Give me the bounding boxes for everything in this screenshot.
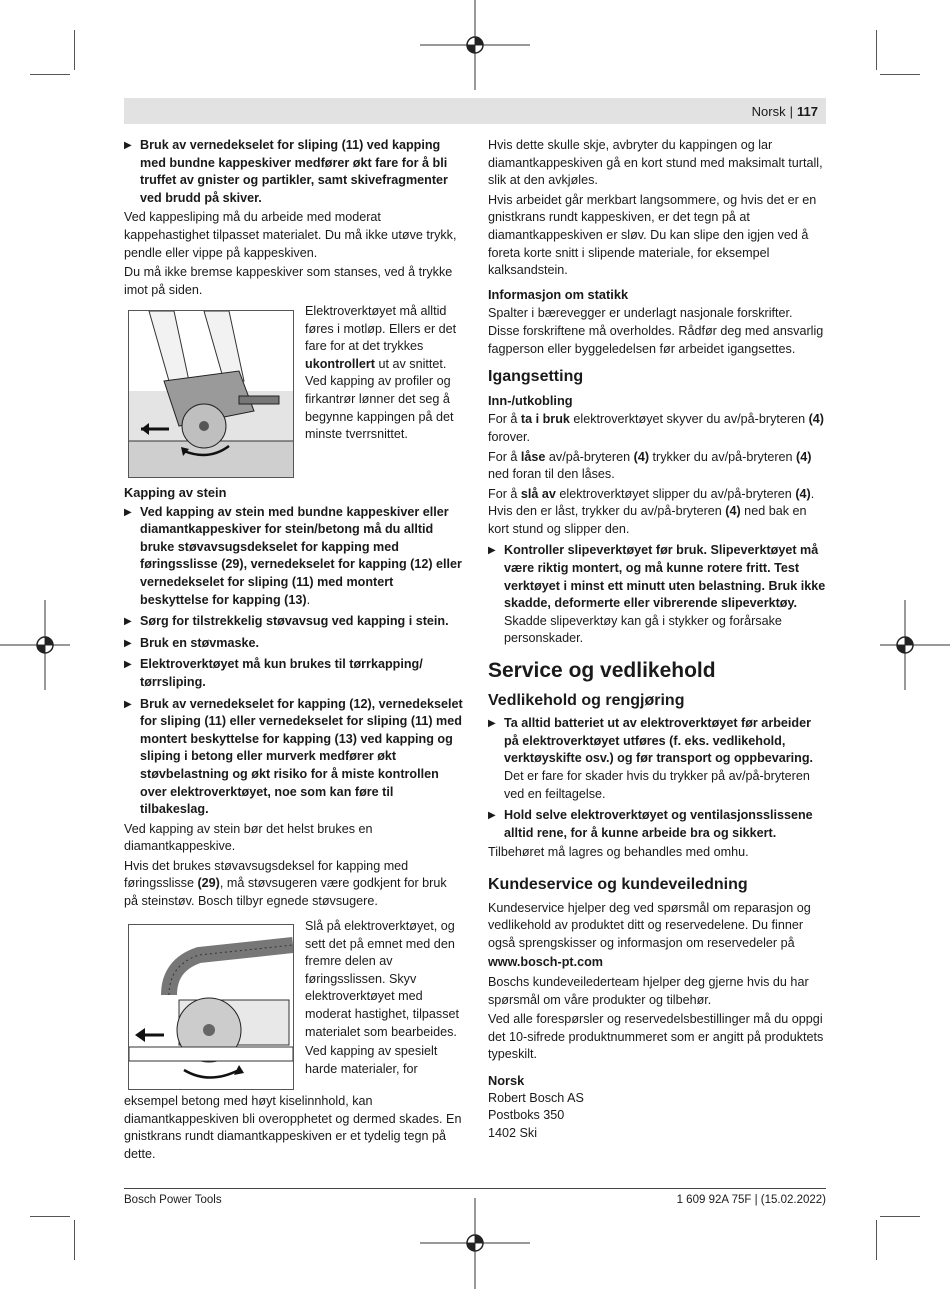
section-heading: Kapping av stein [124, 485, 227, 500]
bullet-text-normal: Skadde slipeverktøy kan gå i stykker og forårsake personskader. [504, 613, 782, 646]
chapter-heading: Service og vedlikehold [488, 659, 716, 683]
registration-target-icon [880, 600, 950, 690]
caption-part: ut av snittet. Ved kapping av profiler og firkantrør lønner det seg å begynne kappingen på det minste tverrsnittet. [305, 356, 454, 442]
figure2-caption [305, 918, 465, 1080]
bullet-icon: ▶ [488, 810, 496, 822]
paragraph: Ved alle forespørsler og reservedelsbestillinger må du oppgi det 10-sifrede produktnummeret som er angitt på produktets typeskilt. [488, 1012, 824, 1062]
bullet-text: Elektroverktøyet må kun brukes til tørrkapping/ tørrsliping. [140, 657, 423, 689]
paragraph: eksempel betong med høyt kiselinnhold, kan diamantkappeskiven bli overopphetet og dermed skades. En gnistkrans rundt diamantkappeskiven er et tydelig tegn på dette. [124, 1094, 462, 1161]
bullet-text: Ta alltid batteriet ut av elektroverktøyet før arbeider på elektroverktøyet utføres (f. eks. vedlikehold, verktøyskifte osv.) og før transport og oppbevaring. [504, 716, 814, 766]
registration-target-icon [420, 1198, 530, 1289]
text-bold: ta i bruk [520, 412, 570, 427]
check-tool-bullet [488, 542, 826, 648]
text-part: For å [488, 412, 521, 427]
paragraph: Spalter i bærevegger er underlagt nasjonale forskrifter. Disse forskriftene må overholdes. Rådfør deg med ansvarlig fagperson eller byggeledelsen før arbeidet igangsettes. [488, 306, 824, 356]
text-part: elektroverktøyet skyver du av/på-bryteren [569, 412, 809, 427]
warning-text: Bruk av vernedekselet for sliping (11) ved kapping med bundne kappeskiver medfører økt fare for å bli truffet av gnister og partikler, samt skivefragmenter ved brudd på skiver. [140, 138, 448, 205]
stone-bullet [124, 504, 464, 610]
section-heading: Informasjon om statikk [488, 286, 629, 302]
crop-mark [30, 74, 70, 75]
stone-bullet [124, 696, 464, 819]
bullet-text: Ved kapping av stein med bundne kappeskiver eller diamantkappeskiver for stein/betong må du alltid bruke støvavsugsdekselet for kapping med føringsslisse (29), vernedekselet for kapping (12) eller vernedekselet for sliping (11) med montert beskyttelse for kapping (13) [140, 504, 462, 607]
stone-cutting-section [124, 484, 464, 913]
bullet-text-end: . [306, 592, 311, 607]
paragraph: Hvis arbeidet går merkbart langsommere, og hvis det er en gnistkrans rundt kappeskiven, er det tegn på at diamantkappeskiven er sløv. Du kan slipe den igjen ved å foreta korte snitt i slipende materiale, for eksempel kalksandstein. [488, 192, 817, 278]
bullet-text: Bruk av vernedekselet for kapping (12), vernedekselet for sliping (11) eller vernedekselet for sliping (11) med montert beskyttelse for kapping (13) ved kapping og sliping i betong eller murverk medfører økt støvbelastning og økt risiko for å miste kontrollen over elektroverktøyet, noe som kan føre til tilbakeslag. [140, 696, 463, 817]
paragraph [488, 449, 826, 484]
stone-bullet [124, 656, 464, 691]
figure2-caption-text: Slå på elektroverktøyet, og sett det på emnet med den fremre delen av føringsslissen. Skyv elektroverktøyet med moderat hastighet, tilpasset materialet som bearbeides. [305, 919, 460, 1039]
figure2-caption-text: Ved kapping av spesielt harde materialer, for [305, 1044, 438, 1076]
address-line: Robert Bosch AS [488, 1090, 584, 1105]
footer-right: 1 609 92A 75F | (15.02.2022) [676, 1194, 826, 1206]
crop-mark [30, 1216, 70, 1217]
figure1-caption [305, 303, 465, 446]
bullet-icon: ▶ [488, 545, 496, 557]
text-part: , må støvsugeren være godkjent for bruk på steinstøv. Bosch tilbyr egnede støvsugere. [124, 876, 447, 909]
footer-left: Bosch Power Tools [124, 1194, 222, 1206]
text-part: ned bak en kort stund og slipper den. [488, 504, 807, 536]
maintenance-bullet [488, 807, 826, 842]
footer-divider [124, 1188, 826, 1189]
bullet-text-normal: Det er fare for skader hvis du trykker på av/på-bryteren ved en feiltagelse. [504, 769, 810, 801]
text-part: For å [488, 449, 521, 464]
text-part: Hvis det brukes støvavsugsdeksel for kapping med føringsslisse [124, 858, 409, 891]
crop-mark [74, 30, 75, 70]
figure1-caption-text [305, 303, 465, 444]
bullet-icon: ▶ [488, 718, 496, 730]
warning-bullet [124, 137, 464, 207]
left-column-end [124, 1093, 464, 1165]
crop-mark [74, 1220, 75, 1260]
stone-bullet [124, 635, 464, 653]
bullet-text: Kontroller slipeverktøyet før bruk. Slipeverktøyet må være riktig montert, og må kunne rotere fritt. Test verktøyet i minst ett minutt uten belastning. Bruk ikke skadde, deformerte eller vibrerende slipeverktøy. [504, 543, 826, 611]
left-column [124, 137, 464, 301]
guide-slot-figure [129, 925, 293, 1089]
text-bold: (4) [795, 486, 811, 501]
stone-bullet [124, 613, 464, 631]
section-heading: Igangsetting [488, 368, 584, 386]
bullet-text: Hold selve elektroverktøyet og ventilasjonsslissene alltid rene, for å kunne arbeide bra og sikkert. [504, 808, 813, 840]
bullet-icon: ▶ [124, 506, 132, 518]
text-part: For å [488, 486, 521, 501]
crop-mark [876, 30, 877, 70]
bullet-text: Bruk en støvmaske. [140, 635, 259, 650]
text-bold: slå av [520, 486, 556, 501]
right-column [488, 137, 826, 1142]
paragraph: Boschs kundeveilederteam hjelper deg gjerne hvis du har spørsmål om våre produkter og tilbehør. [488, 974, 809, 1007]
crop-mark [880, 1216, 920, 1217]
paragraph: Hvis dette skulle skje, avbryter du kappingen og lar diamantkappeskiven gå en kort stund med maksimalt turtall, slik at den avkjøles. [488, 138, 823, 188]
address-line: 1402 Ski [488, 1125, 538, 1140]
page-number: 117 [797, 104, 818, 119]
section-heading: Kundeservice og kundeveiledning [488, 875, 748, 893]
registration-target-icon [420, 0, 530, 90]
paragraph: Ved kapping av stein bør det helst brukes en diamantkappeskive. [124, 821, 373, 854]
paragraph [124, 858, 464, 911]
bullet-icon: ▶ [124, 637, 132, 649]
bullet-text: Sørg for tilstrekkelig støvavsug ved kapping i stein. [140, 614, 449, 629]
cutting-direction-illustration [128, 310, 294, 478]
bullet-icon: ▶ [124, 659, 132, 671]
bullet-icon: ▶ [124, 616, 132, 628]
paragraph: Ved kappesliping må du arbeide med moderat kappehastighet tilpasset materialet. Du må ikke utøve trykk, pendle eller vippe på kappeskiven. [124, 210, 457, 260]
text-part: av/på-bryteren [545, 449, 634, 464]
guide-slot-illustration [128, 924, 294, 1090]
text-bold: låse [520, 449, 546, 464]
subsection-heading: Inn-/utkobling [488, 392, 573, 408]
text-bold: (29) [197, 876, 220, 891]
text-part: elektroverktøyet slipper du av/på-bryteren [555, 486, 796, 501]
paragraph: Du må ikke bremse kappeskiver som stanses, ved å trykke imot på siden. [124, 265, 453, 297]
caption-bold: ukontrollert [305, 356, 375, 371]
paragraph [488, 411, 826, 446]
caption-part: Elektroverktøyet må alltid føres i motløp. Ellers er det fare for at det trykkes [305, 304, 457, 354]
crop-mark [880, 74, 920, 75]
bullet-icon: ▶ [124, 140, 132, 151]
page-header [124, 98, 826, 124]
text-bold: (4) [633, 449, 650, 464]
maintenance-bullet [488, 715, 826, 803]
country-heading: Norsk [488, 1072, 525, 1088]
text-bold: (4) [796, 449, 812, 464]
text-bold: (4) [725, 504, 741, 519]
text-part: trykker du av/på-bryteren [649, 449, 797, 464]
registration-target-icon [0, 600, 70, 690]
text-bold: (4) [808, 412, 824, 427]
text-part: . Hvis den er låst, trykker du av/på-bryteren [488, 486, 815, 519]
address-line: Postboks 350 [488, 1108, 565, 1123]
paragraph [488, 486, 826, 539]
text-part: ned foran til den låses. [488, 467, 615, 482]
crop-mark [876, 1220, 877, 1260]
paragraph: Kundeservice hjelper deg ved spørsmål om reparasjon og vedlikehold av produktet ditt og reservedelene. Du finner også sprengskisser og informasjon om reservedeler på [488, 900, 811, 950]
header-text: Norsk | 117 [751, 104, 818, 119]
bullet-icon: ▶ [124, 698, 132, 710]
paragraph: Tilbehøret må lagres og behandles med omhu. [488, 845, 749, 860]
angle-grinder-figure [129, 311, 293, 477]
section-heading: Vedlikehold og rengjøring [488, 691, 685, 709]
website-link[interactable]: www.bosch-pt.com [488, 955, 603, 970]
text-part: forover. [488, 429, 530, 444]
header-language: Norsk [751, 104, 786, 119]
